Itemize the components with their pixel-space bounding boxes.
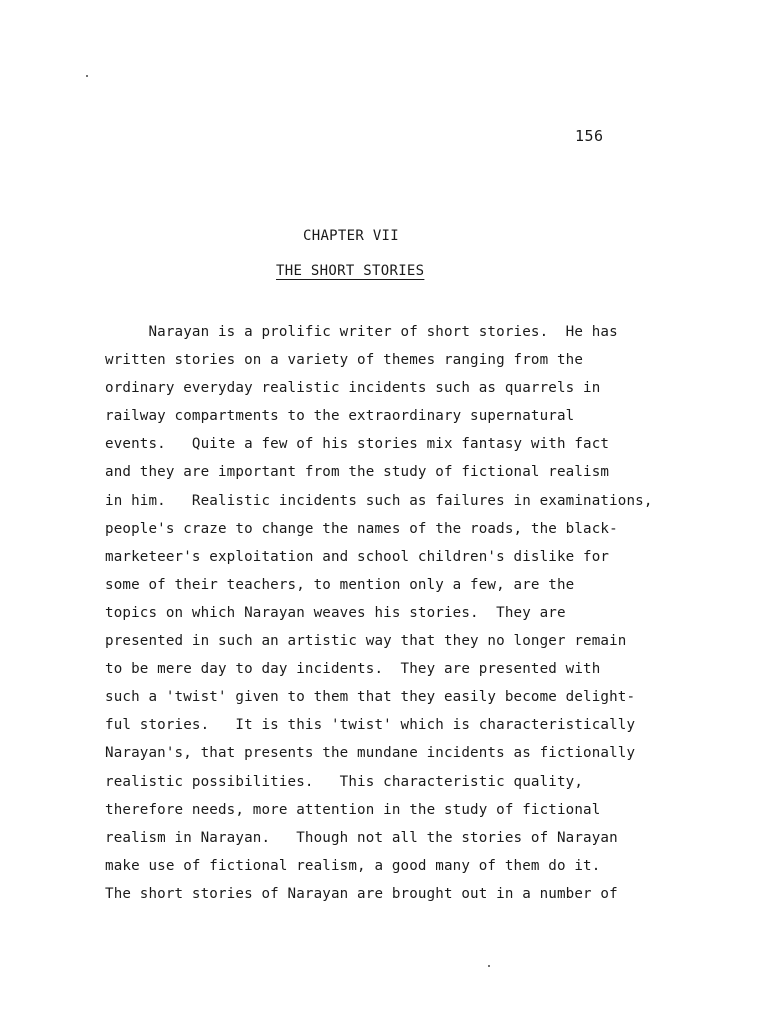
scan-speck [86,75,88,77]
text-line: Narayan is a prolific writer of short stories. He has [105,324,618,340]
text-line: realism in Narayan. Though not all the stories of Narayan [105,829,618,846]
text-line: to be mere day to day incidents. They are presented with [105,661,601,678]
text-line: ordinary everyday realistic incidents such as quarrels in [105,380,601,397]
chapter-title: THE SHORT STORIES [276,263,425,279]
text-line: The short stories of Narayan are brought out in a number of [105,885,618,902]
text-line: ful stories. It is this 'twist' which is characteristically [105,717,636,734]
text-line: therefore needs, more attention in the study of fictional [105,801,601,818]
text-line: realistic possibilities. This characteristic quality, [105,773,584,790]
page-number: 156 [575,127,604,145]
text-line: presented in such an artistic way that they no longer remain [105,633,627,650]
text-line: marketeer's exploitation and school children's dislike for [105,548,610,565]
scan-speck [488,965,490,967]
text-line: written stories on a variety of themes ranging from the [105,352,584,369]
text-line: some of their teachers, to mention only a few, are the [105,576,575,593]
text-line: topics on which Narayan weaves his stories. They are [105,604,566,621]
chapter-label: CHAPTER VII [303,228,400,244]
text-line: events. Quite a few of his stories mix fantasy with fact [105,436,610,453]
text-line: railway compartments to the extraordinary supernatural [105,408,575,425]
body-paragraph [105,318,665,908]
text-line: and they are important from the study of fictional realism [105,464,610,481]
text-line: such a 'twist' given to them that they easily become delight- [105,689,636,706]
text-line: people's craze to change the names of the roads, the black- [105,520,618,537]
text-line: make use of fictional realism, a good many of them do it. [105,857,601,874]
text-line: Narayan's, that presents the mundane incidents as fictionally [105,745,636,762]
text-line: in him. Realistic incidents such as failures in examinations, [105,492,653,509]
